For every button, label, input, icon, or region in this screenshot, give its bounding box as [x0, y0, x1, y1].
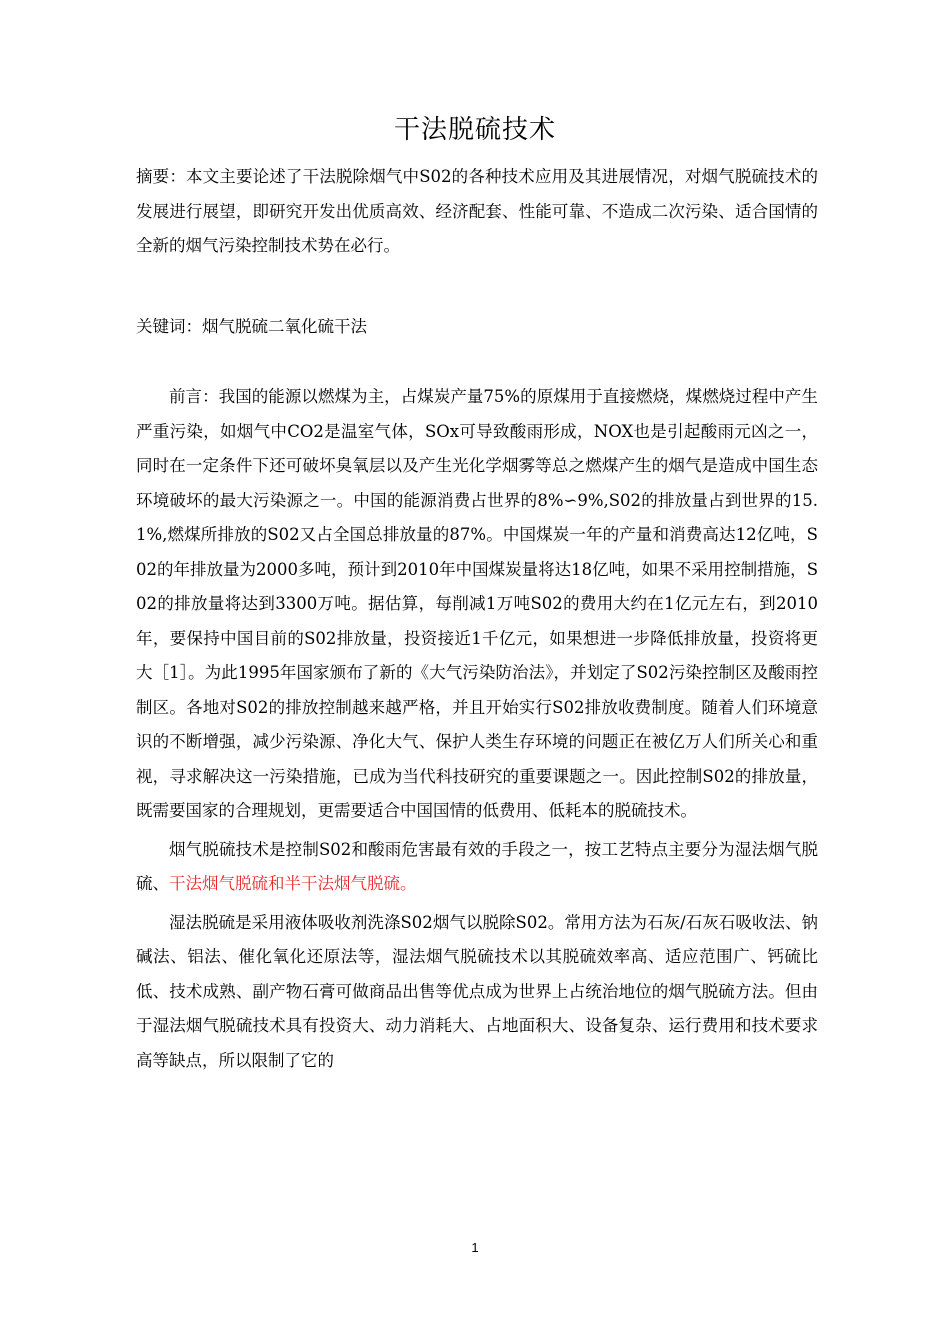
- document-title: 干法脱硫技术: [393, 115, 556, 145]
- wet-desulfurization-paragraph: 湿法脱硫是采用液体吸收剂洗涤S02烟气以脱除S02。常用方法为石灰/石灰石吸收法、钠碱法、铝法、催化氧化还原法等，湿法烟气脱硫技术以其脱硫效率高、适应范围广、钙硫比低、技术成熟、副产物石膏可做商品出售等优点成为世界上占统治地位的烟气脱硫方法。但由于湿法烟气脱硫技术具有投资大、动力消耗大、占地面积大、设备复杂、运行费用和技术要求高等缺点，所以限制了它的: [136, 912, 818, 1070]
- abstract-paragraph: 摘要：本文主要论述了干法脱除烟气中S02的各种技术应用及其进展情况，对烟气脱硫技术的发展进行展望，即研究开发出优质高效、经济配套、性能可靠、不造成二次污染、适合国情的全新的烟气污染控制技术势在必行。: [136, 167, 818, 255]
- abstract-section: [136, 160, 818, 264]
- overview-text: 烟气脱硫技术是控制S02和酸雨危害最有效的手段之一，按工艺特点主要分为湿法烟气脱硫、: [136, 839, 818, 893]
- desulfurization-overview-paragraph: [136, 833, 818, 902]
- preface-paragraph: 前言：我国的能源以燃煤为主，占煤炭产量75%的原煤用于直接燃烧，煤燃烧过程中产生严重污染，如烟气中CO2是温室气体，SOx可导致酸雨形成，NOX也是引起酸雨元凶之一，同时在一定条件下还可破坏臭氧层以及产生光化学烟雾等总之燃煤产生的烟气是造成中国生态环境破坏的最大污染源之一。中国的能源消费占世界的8%∽9%,S02的排放量占到世界的15.1%,燃煤所排放的S02又占全国总排放量的87%。中国煤炭一年的产量和消费高达12亿吨，S02的年排放量为2000多吨，预计到2010年中国煤炭量将达18亿吨，如果不采用控制措施，S02的排放量将达到3300万吨。据估算，每削减1万吨S02的费用大约在1亿元左右，到2010年，要保持中国目前的S02排放量，投资接近1千亿元，如果想进一步降低排放量，投资将更大［1］。为此1995年国家颁布了新的《大气污染防治法》，并划定了S02污染控制区及酸雨控制区。各地对S02的排放控制越来越严格，并且开始实行S02排放收费制度。随着人们环境意识的不断增强，减少污染源、净化大气、保护人类生存环境的问题正在被亿万人们所关心和重视，寻求解决这一污染措施，已成为当代科技研究的重要课题之一。因此控制S02的排放量，既需要国家的合理规划，更需要适合中国国情的低费用、低耗本的脱硫技术。: [136, 387, 818, 820]
- main-content: [136, 380, 818, 1078]
- keywords-line: 关键词：烟气脱硫二氧化硫干法: [136, 317, 367, 336]
- highlighted-text: 干法烟气脱硫和半干法烟气脱硫。: [169, 874, 417, 893]
- keywords-section: [136, 310, 818, 345]
- page-number: 1: [471, 1240, 479, 1255]
